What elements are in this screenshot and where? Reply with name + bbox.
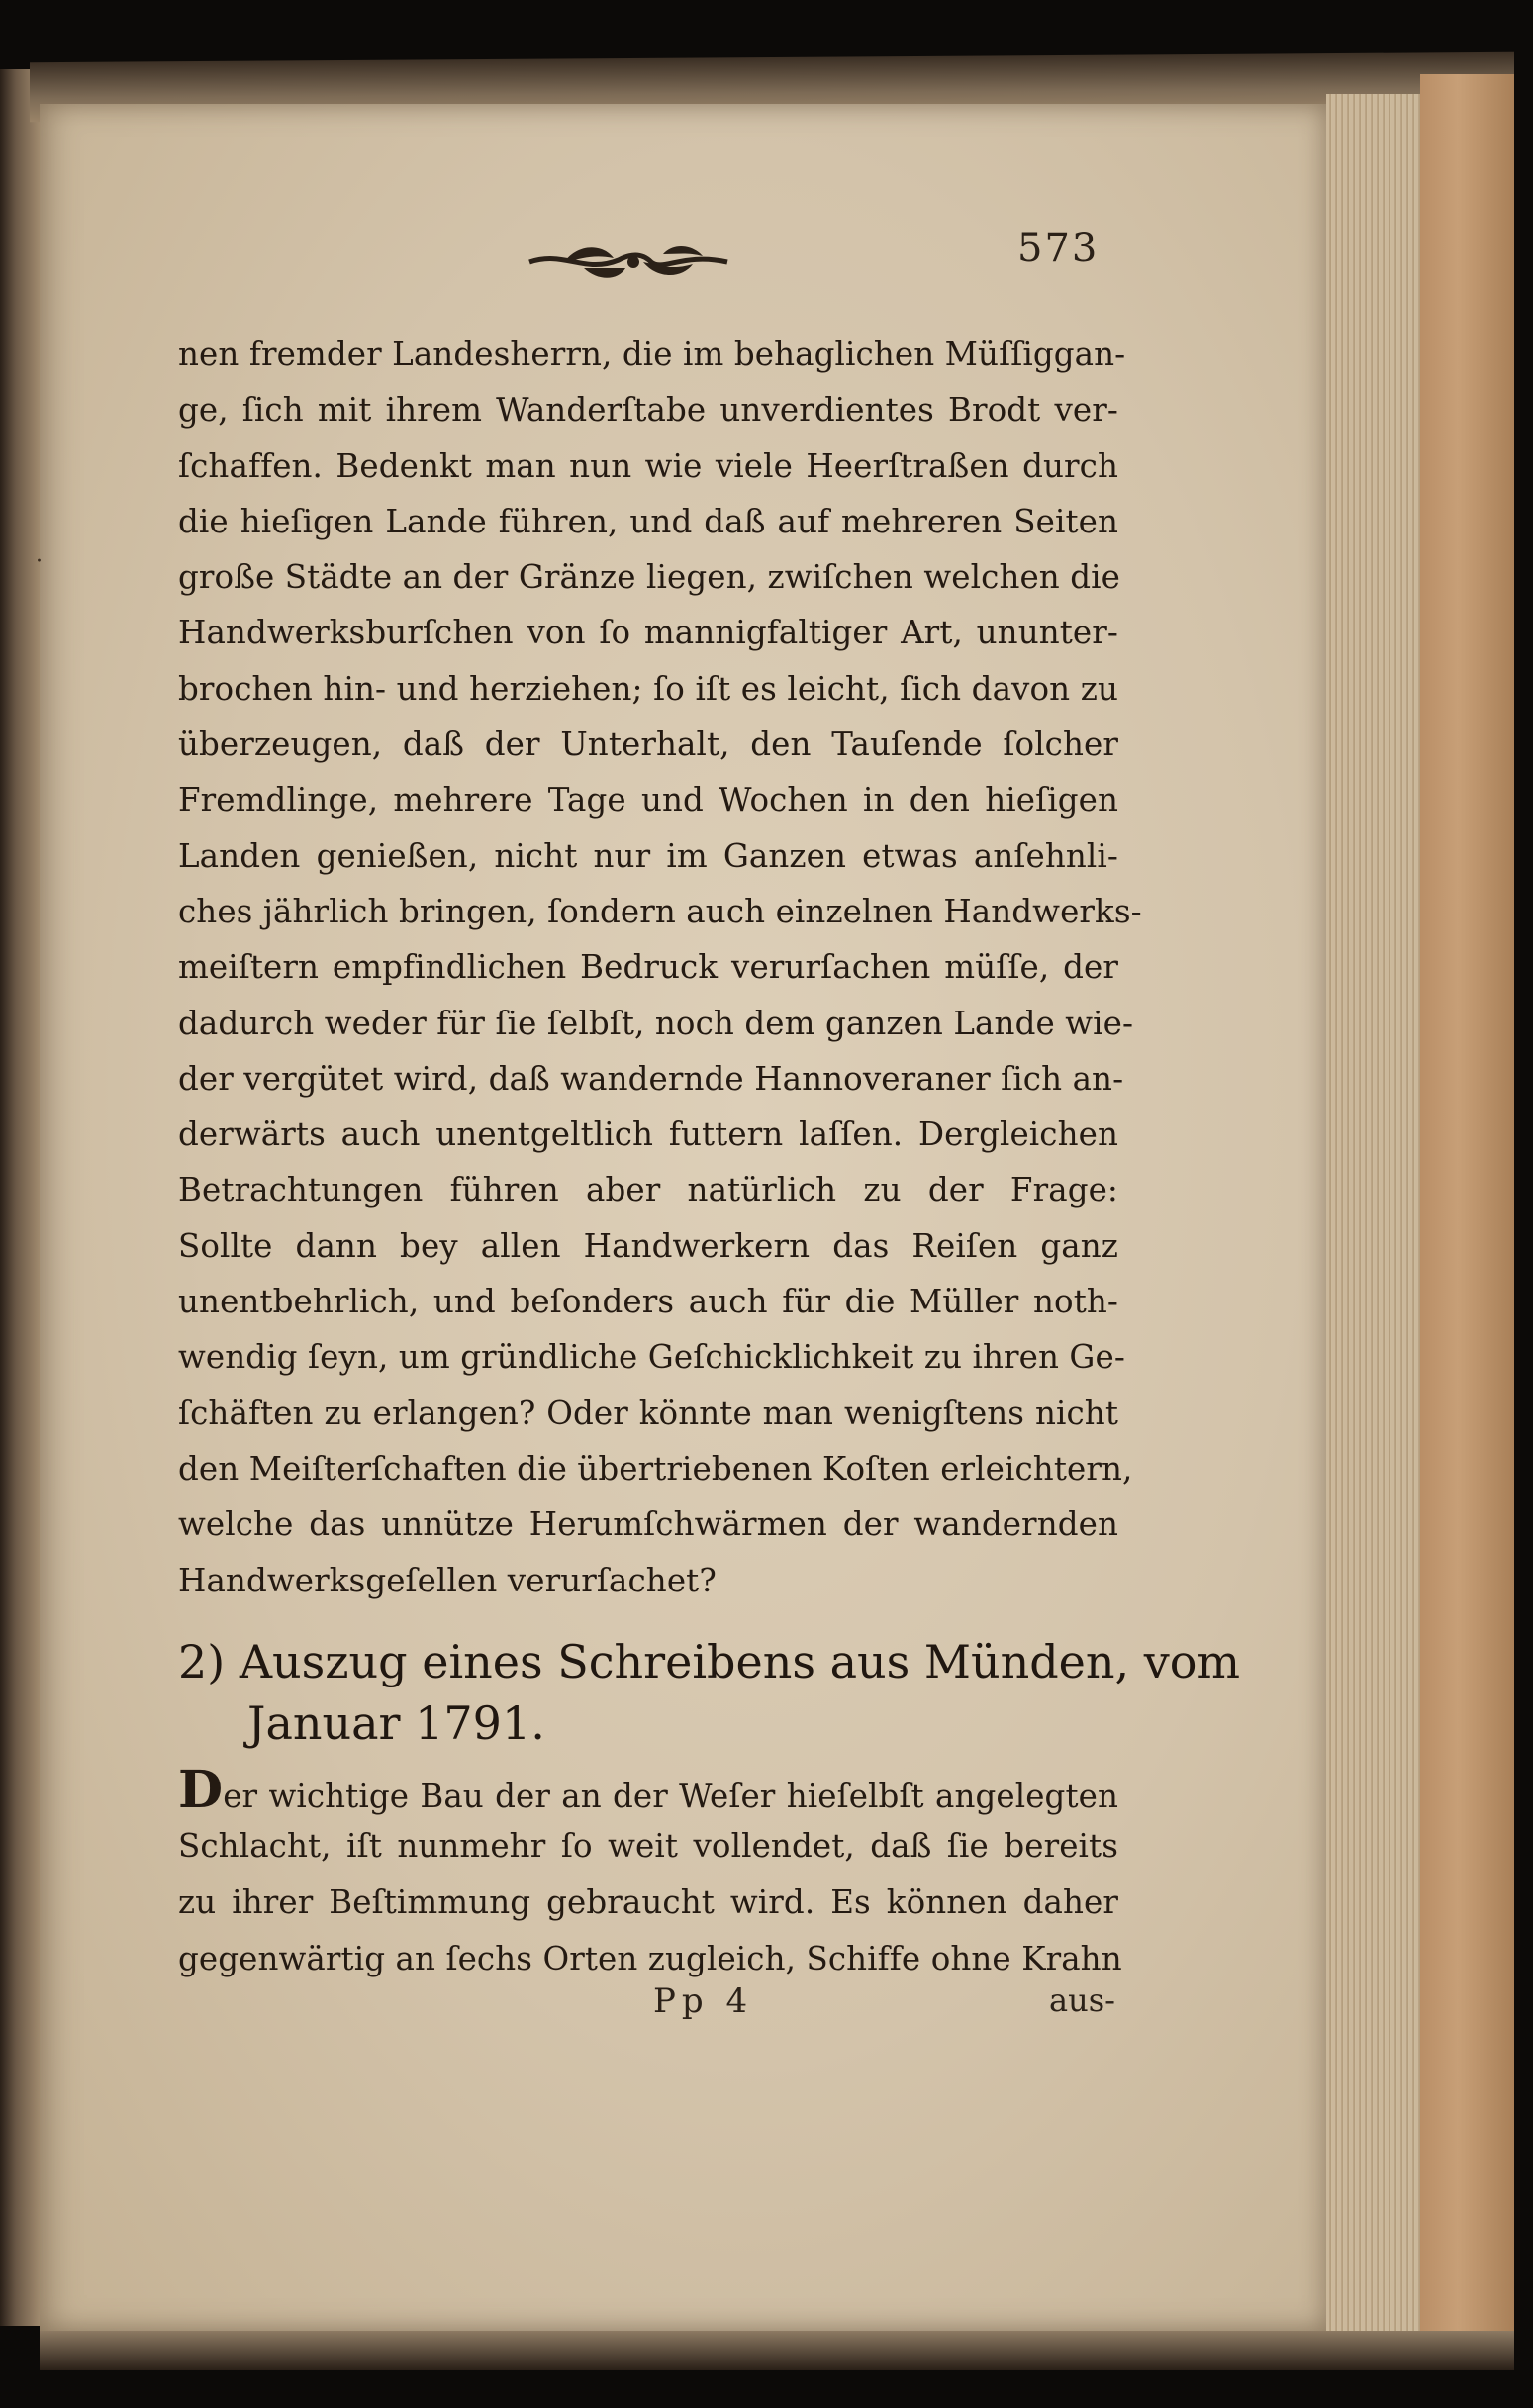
- text-line: gegenwärtig an ſechs Orten zugleich, Schiffe ohne Krahn: [178, 1940, 1122, 1977]
- text-line: Landen genießen, nicht nur im Ganzen etwas anſehnli-: [178, 836, 1118, 875]
- text-line: Sollte dann bey allen Handwerkern das Reiſen ganz: [178, 1226, 1118, 1265]
- text-line: ſchäften zu erlangen? Oder könnte man wenigſtens nicht: [178, 1394, 1118, 1432]
- text-line: derwärts auch unentgeltlich futtern laſſen. Dergleichen: [178, 1115, 1118, 1154]
- text-line: Handwerksburſchen von ſo mannigfaltiger Art, ununter-: [178, 614, 1118, 652]
- text-line: wendig ſeyn, um gründliche Geſchicklichkeit zu ihren Ge-: [178, 1338, 1125, 1377]
- text-line: [178, 1762, 1118, 1818]
- text-line: dadurch weder für ſie ſelbſt, noch dem ganzen Lande wie-: [178, 1004, 1134, 1042]
- text-line: überzeugen, daß der Unterhalt, den Tauſende ſolcher: [178, 725, 1118, 764]
- text-line: ge, ſich mit ihrem Wanderſtabe unverdientes Brodt ver-: [178, 391, 1118, 430]
- margin-mark: ·: [36, 549, 43, 574]
- cover-board-edge: [1420, 74, 1514, 2351]
- signature-mark: Pp 4: [653, 1981, 754, 2021]
- text-line: unentbehrlich, und beſonders auch für die Müller noth-: [178, 1283, 1118, 1321]
- text-line: Handwerksgeſellen verurſachet?: [178, 1561, 717, 1599]
- text-line: welche das unnütze Herumſchwärmen der wandernden: [178, 1505, 1118, 1544]
- page-block-edges: [1326, 94, 1420, 2341]
- text-line: meiſtern empfindlichen Bedruck verurſachen müſſe, der: [178, 948, 1118, 987]
- paragraph-main: [178, 327, 1142, 1608]
- text-line-rest: er wichtige Bau der an der Weſer hieſelbſt angelegten: [223, 1778, 1118, 1815]
- page-number: 573: [1017, 226, 1100, 271]
- ornament-vignette-icon: [525, 233, 732, 292]
- text-line: Fremdlinge, mehrere Tage und Wochen in den hieſigen: [178, 781, 1118, 819]
- text-line: große Städte an der Gränze liegen, zwiſchen welchen die: [178, 558, 1120, 597]
- paragraph-section: [178, 1760, 1122, 1987]
- text-line: zu ihrer Beſtimmung gebraucht wird. Es können daher: [178, 1883, 1118, 1921]
- text-line: den Meiſterſchaften die übertriebenen Koſten erleichtern,: [178, 1449, 1133, 1488]
- binding-bottom-edge: [40, 2331, 1514, 2370]
- catchword: aus-: [1049, 1981, 1115, 2019]
- drop-cap: D: [178, 1760, 224, 1820]
- facing-page-edge: [0, 69, 40, 2326]
- text-line: die hieſigen Lande führen, und daß auf mehreren Seiten: [178, 502, 1118, 540]
- text-line: ſchaffen. Bedenkt man nun wie viele Heerſtraßen durch: [178, 446, 1118, 485]
- text-line: brochen hin- und herziehen; ſo iſt es leicht, ſich davon zu: [178, 669, 1118, 708]
- text-line: der vergütet wird, daß wandernde Hannoveraner ſich an-: [178, 1059, 1124, 1098]
- text-line: nen fremder Landesherrn, die im behaglichen Müſſiggan-: [178, 336, 1126, 373]
- heading-line: Januar 1791.: [247, 1696, 545, 1750]
- section-heading: [178, 1631, 1241, 1754]
- text-line: Schlacht, iſt nunmehr ſo weit vollendet, daß ſie bereits: [178, 1827, 1118, 1865]
- text-line: Betrachtungen führen aber natürlich zu der Frage:: [178, 1171, 1118, 1209]
- heading-line: 2) Auszug eines Schreibens aus Münden, vom: [178, 1635, 1241, 1688]
- text-line: ches jährlich bringen, ſondern auch einzelnen Handwerks-: [178, 892, 1142, 930]
